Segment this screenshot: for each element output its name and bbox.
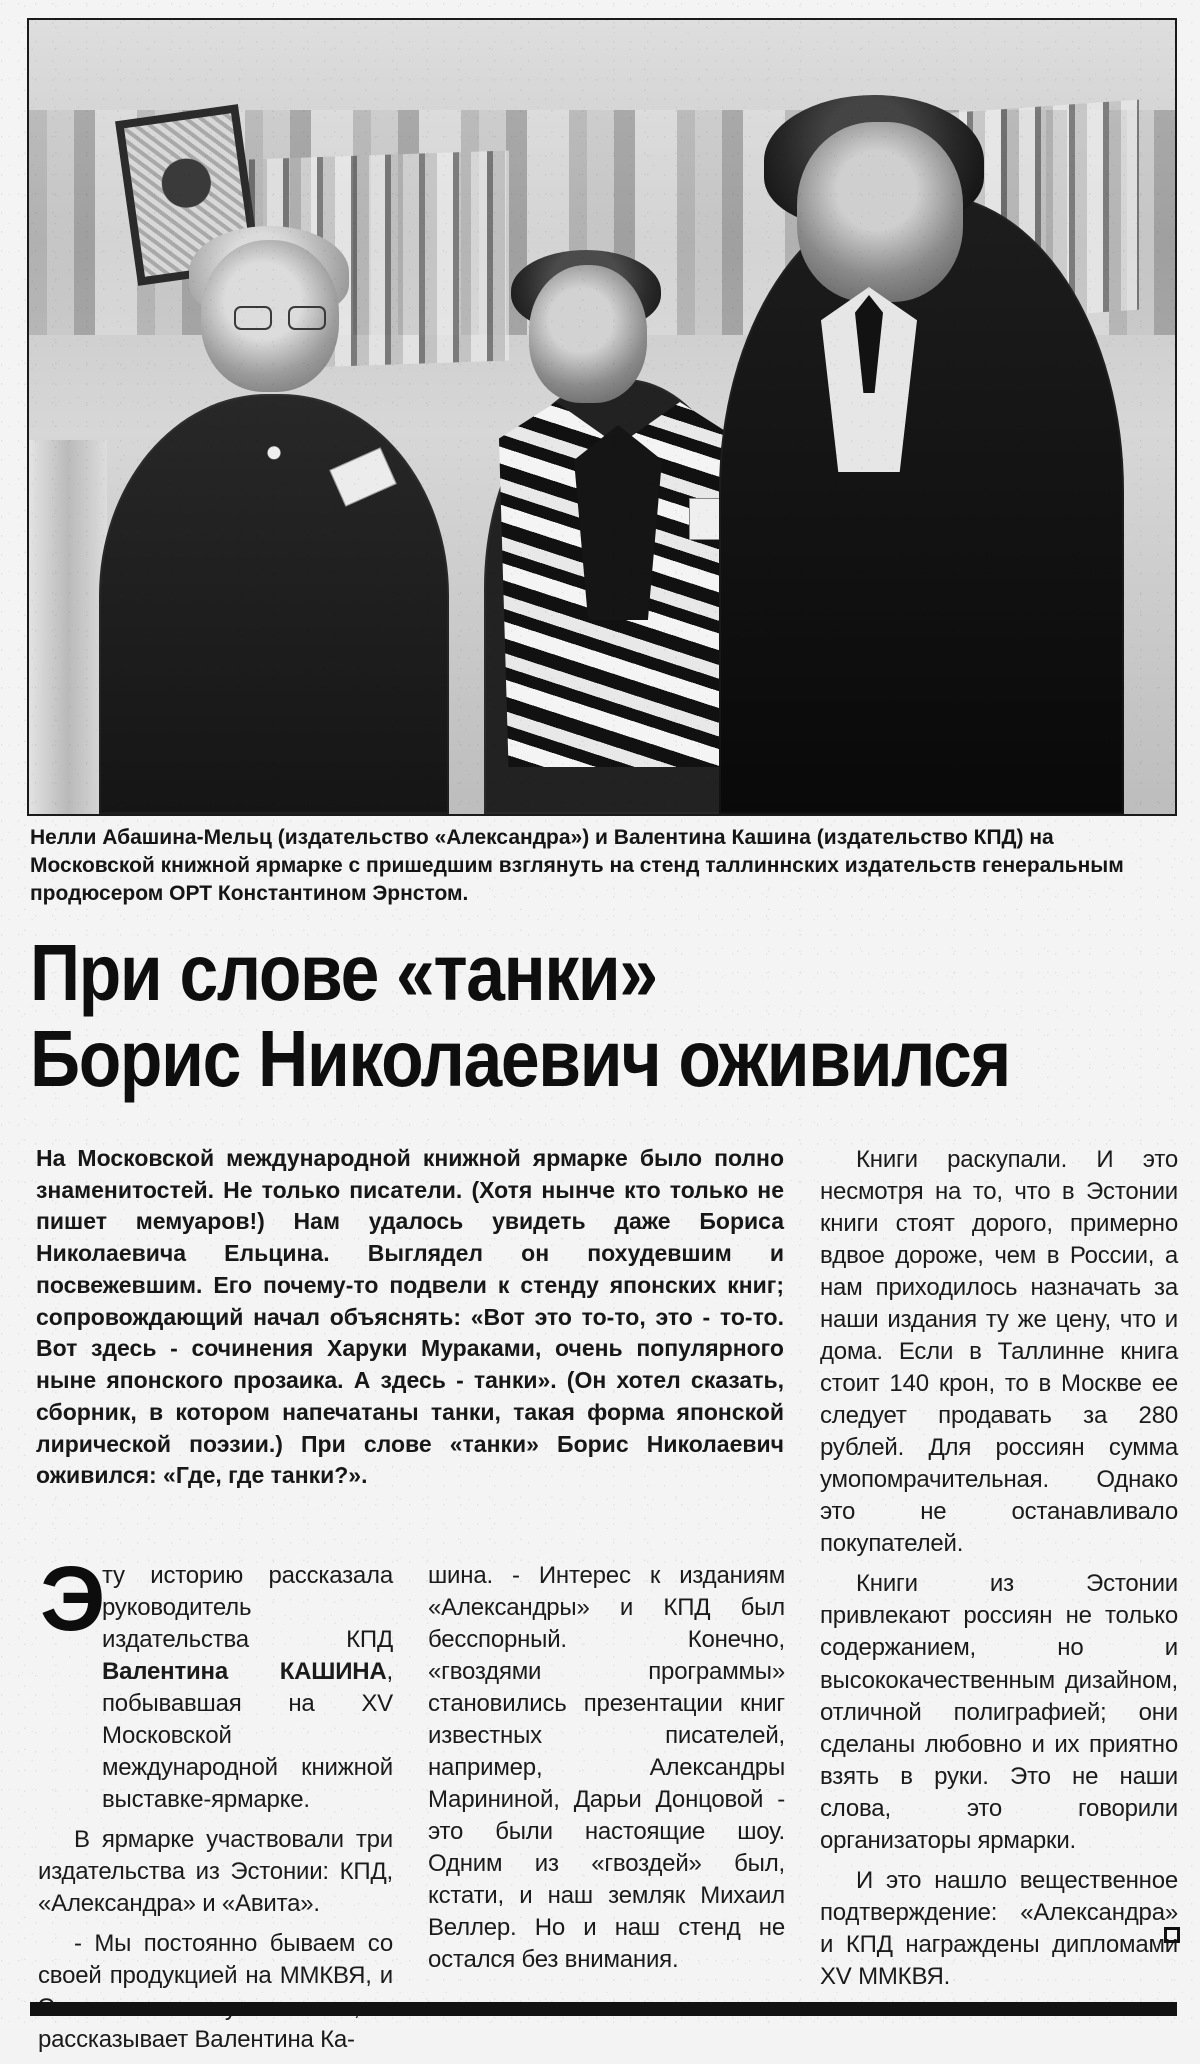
glasses-icon [234, 306, 326, 330]
paragraph-1-text-c: , побывавшая на XV Московской международной книжной выставке-ярмарке. [102, 1658, 393, 1814]
column-3-paragraph-3: И это нашло вещественное подтверждение: «Александра» и КПД награждены дипломами XV ММКВЯ. [820, 1866, 1178, 1990]
column-2-paragraph-1: шина. - Интерес к изданиям «Александры» и КПД был бесспорный. Конечно, «гвоздями программы» становились презентации книг известных писателей, например, Александры Марининой, Дарьи Донцовой - это были настоящие шоу. Одним из «гвоздей» был, кстати, и наш земляк Михаил Веллер. Но и наш стенд не остался без внимания. [428, 1562, 785, 1974]
headline-line-1: При слове «танки» [30, 928, 657, 1017]
column-3-paragraph-1: Книги раскупали. И это несмотря на то, что в Эстонии книги стоят дорого, примерно вдвое дороже, чем в России, а нам приходилось назначать за наши издания ту же цену, что и дома. Если в Таллинне книга стоит 140 крон, то в Москве ее следует продавать за 280 рублей. Для россиян сумма умопомрачительная. Однако это не останавливало покупателей. [820, 1146, 1178, 1558]
dropcap-letter: Э [40, 1548, 106, 1650]
paragraph-1-text-a: ту историю рассказала руководитель издательства КПД [102, 1562, 393, 1654]
column-1-paragraph-1 [102, 1560, 393, 1816]
end-mark-icon [1164, 1927, 1180, 1943]
left-blur-figure [29, 440, 107, 814]
lead-paragraph: На Московской международной книжной ярмарке было полно знаменитостей. Не только писатели. (Хотя нынче кто только не пишет мемуаров!) Нам удалось увидеть даже Бориса Николаевича Ельцина. Выглядел он похудевшим и посвежевшим. Его почему-то подвели к стенду японских книг; сопровождающий начал объяснять: «Вот это то-то, это - то-то. Вот здесь - сочинения Харуки Мураками, очень популярного ныне японского прозаика. А здесь - танки». (Он хотел сказать, сборник, в котором напечатаны танки, такая форма японской лирической поэзии.) При слове «танки» Борис Николаевич оживился: «Где, где танки?». [36, 1145, 784, 1489]
article-photo [27, 18, 1177, 816]
photo-caption: Нелли Абашина-Мельц (издательство «Александра») и Валентина Кашина (издательство КПД) на Московской книжной ярмарке с пришедшим взглянуть на стенд таллиннских издательств генеральным продюсером ОРТ Константином Эрнстом. [30, 826, 1124, 905]
interviewee-name: Валентина КАШИНА [102, 1658, 387, 1686]
man-right-head [797, 122, 963, 302]
dropcap-paragraph [38, 1548, 393, 1816]
column-1-paragraph-3: - Мы постоянно бываем со своей продукцией на ММКВЯ, и рассказывает Валентина Ка- [38, 1930, 393, 2054]
column-3-paragraph-2: Книги из Эстонии привлекают россиян не только содержанием, но и высококачественным дизайном, отличной полиграфией; они сделаны любовно и их приятно взять в руки. Это не наши слова, это говорили организаторы ярмарки. [820, 1570, 1178, 1854]
headline-line-2: Борис Николаевич оживился [30, 1013, 1010, 1103]
column-1-paragraph-2: В ярмарке участвовали три издательства из Эстонии: КПД, «Александра» и «Авита». [38, 1826, 393, 1918]
article-column-1 [38, 1548, 393, 2064]
bottom-rule [30, 2002, 1177, 2016]
woman-left-body [99, 394, 449, 814]
middle-inner-shirt [574, 425, 662, 620]
article-column-3 [820, 1144, 1178, 2001]
article-column-2 [428, 1560, 785, 1984]
headline [30, 930, 1026, 1101]
woman-middle-head [529, 265, 647, 403]
